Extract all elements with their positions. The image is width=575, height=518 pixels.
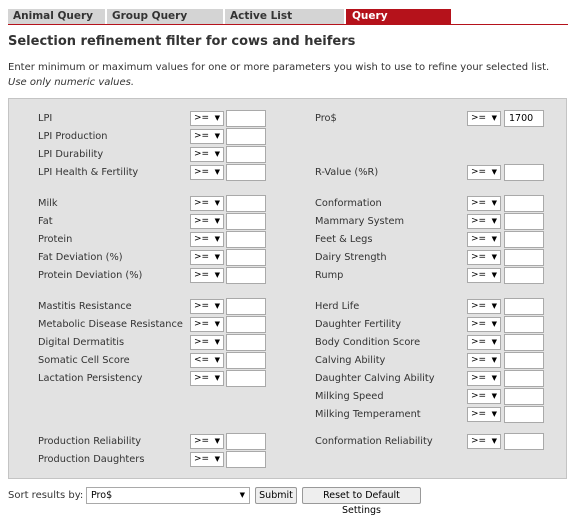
left-field-row — [9, 451, 568, 468]
value-input[interactable] — [504, 406, 544, 423]
chevron-down-icon: ▼ — [491, 168, 497, 176]
operator-value: >= — [471, 319, 487, 329]
chevron-down-icon: ▼ — [214, 437, 220, 445]
chevron-down-icon: ▼ — [491, 271, 497, 279]
operator-value: >= — [194, 252, 210, 262]
operator-value: >= — [471, 409, 487, 419]
operator-value: >= — [194, 270, 210, 280]
chevron-down-icon: ▼ — [491, 320, 497, 328]
chevron-down-icon: ▼ — [491, 235, 497, 243]
tab-underline — [8, 24, 568, 25]
right-field-row — [9, 352, 568, 369]
chevron-down-icon: ▼ — [214, 168, 220, 176]
right-field-row — [9, 370, 568, 387]
left-field-label: Digital Dermatitis — [38, 337, 125, 348]
value-input[interactable] — [226, 146, 266, 163]
chevron-down-icon: ▼ — [214, 253, 220, 261]
right-field-row — [9, 388, 568, 405]
value-input[interactable] — [504, 433, 544, 450]
right-field-label: Milking Speed — [315, 391, 384, 402]
right-field-label: Rump — [315, 270, 344, 281]
right-field-row — [9, 231, 568, 248]
operator-value: >= — [194, 149, 210, 159]
intro-emphasis: Use only numeric values. — [8, 77, 135, 88]
operator-value: >= — [471, 373, 487, 383]
operator-select[interactable] — [467, 196, 501, 211]
operator-select[interactable] — [467, 299, 501, 314]
intro-text — [8, 60, 563, 90]
chevron-down-icon: ▼ — [214, 235, 220, 243]
intro-instructions: Enter minimum or maximum values for one or more parameters you wish to use to refine your selected list. — [8, 62, 550, 73]
value-input[interactable] — [226, 128, 266, 145]
submit-button[interactable]: Submit — [255, 487, 297, 504]
left-field-label: LPI Durability — [38, 149, 104, 160]
sort-label: Sort results by: — [8, 490, 84, 501]
operator-value: >= — [194, 131, 210, 141]
reset-defaults-button[interactable]: Reset to Default Settings — [302, 487, 421, 504]
chevron-down-icon: ▼ — [491, 374, 497, 382]
left-field-row — [9, 146, 568, 163]
right-field-row — [9, 213, 568, 230]
chevron-down-icon: ▼ — [491, 338, 497, 346]
right-field-row — [9, 267, 568, 284]
chevron-down-icon: ▼ — [239, 491, 245, 499]
operator-value: >= — [471, 216, 487, 226]
value-input[interactable] — [226, 451, 266, 468]
operator-value: >= — [471, 252, 487, 262]
left-field-label: LPI Health & Fertility — [38, 167, 139, 178]
right-field-label: Pro$ — [315, 113, 337, 124]
left-field-label: LPI — [38, 113, 53, 124]
chevron-down-icon: ▼ — [491, 114, 497, 122]
operator-value: >= — [194, 234, 210, 244]
value-input[interactable] — [504, 249, 544, 266]
tab-active-list[interactable]: Active List — [225, 9, 345, 24]
value-input[interactable] — [504, 213, 544, 230]
left-field-label: Fat Deviation (%) — [38, 252, 123, 263]
operator-select[interactable] — [467, 111, 501, 126]
value-input[interactable] — [504, 316, 544, 333]
chevron-down-icon: ▼ — [491, 356, 497, 364]
value-input[interactable] — [504, 370, 544, 387]
operator-value: >= — [471, 337, 487, 347]
left-field-label: Fat — [38, 216, 53, 227]
chevron-down-icon: ▼ — [214, 114, 220, 122]
operator-select[interactable] — [467, 407, 501, 422]
chevron-down-icon: ▼ — [214, 217, 220, 225]
right-field-label: Milking Temperament — [315, 409, 421, 420]
operator-value: >= — [471, 270, 487, 280]
value-input[interactable] — [504, 267, 544, 284]
chevron-down-icon: ▼ — [491, 217, 497, 225]
right-field-label: R-Value (%R) — [315, 167, 379, 178]
refinement-panel — [8, 98, 567, 479]
left-field-row — [9, 128, 568, 145]
operator-select[interactable] — [467, 353, 501, 368]
chevron-down-icon: ▼ — [214, 374, 220, 382]
chevron-down-icon: ▼ — [214, 302, 220, 310]
right-field-row — [9, 433, 568, 450]
operator-select[interactable] — [467, 250, 501, 265]
operator-select[interactable] — [467, 214, 501, 229]
operator-value: >= — [471, 198, 487, 208]
sort-selected-value: Pro$ — [91, 490, 113, 501]
operator-value: >= — [471, 355, 487, 365]
sort-select[interactable] — [86, 487, 250, 504]
operator-select[interactable] — [467, 371, 501, 386]
chevron-down-icon: ▼ — [214, 199, 220, 207]
operator-value: >= — [471, 301, 487, 311]
chevron-down-icon: ▼ — [214, 271, 220, 279]
right-field-label: Daughter Calving Ability — [315, 373, 435, 384]
left-field-label: Somatic Cell Score — [38, 355, 130, 366]
right-field-label: Calving Ability — [315, 355, 386, 366]
chevron-down-icon: ▼ — [491, 302, 497, 310]
operator-value: >= — [194, 113, 210, 123]
right-field-label: Dairy Strength — [315, 252, 387, 263]
left-field-label: Production Reliability — [38, 436, 142, 447]
operator-value: >= — [471, 113, 487, 123]
operator-select[interactable] — [190, 452, 224, 467]
chevron-down-icon: ▼ — [214, 150, 220, 158]
operator-value: >= — [194, 337, 210, 347]
value-input[interactable] — [504, 388, 544, 405]
left-field-label: LPI Production — [38, 131, 108, 142]
right-field-label: Herd Life — [315, 301, 360, 312]
chevron-down-icon: ▼ — [491, 392, 497, 400]
operator-value: >= — [471, 167, 487, 177]
right-field-label: Body Condition Score — [315, 337, 421, 348]
right-field-label: Conformation Reliability — [315, 436, 433, 447]
right-field-row — [9, 406, 568, 423]
operator-select[interactable] — [467, 317, 501, 332]
chevron-down-icon: ▼ — [214, 455, 220, 463]
right-field-label: Daughter Fertility — [315, 319, 401, 330]
right-field-row — [9, 110, 568, 127]
left-field-label: Production Daughters — [38, 454, 145, 465]
right-field-label: Mammary System — [315, 216, 405, 227]
operator-value: >= — [194, 216, 210, 226]
operator-select[interactable] — [467, 434, 501, 449]
chevron-down-icon: ▼ — [491, 437, 497, 445]
chevron-down-icon: ▼ — [491, 410, 497, 418]
operator-select[interactable] — [467, 389, 501, 404]
operator-value: >= — [471, 436, 487, 446]
right-field-row — [9, 298, 568, 315]
tab-group-query[interactable]: Group Query — [107, 9, 224, 24]
right-field-row — [9, 316, 568, 333]
operator-value: >= — [194, 454, 210, 464]
left-field-label: Lactation Persistency — [38, 373, 143, 384]
chevron-down-icon: ▼ — [214, 338, 220, 346]
tab-query-refinement[interactable]: Query Refinement — [346, 9, 452, 24]
right-field-row — [9, 195, 568, 212]
chevron-down-icon: ▼ — [491, 253, 497, 261]
right-field-label: Conformation — [315, 198, 382, 209]
value-input[interactable] — [504, 298, 544, 315]
operator-value: >= — [471, 234, 487, 244]
value-input[interactable] — [504, 164, 544, 181]
operator-value: >= — [194, 198, 210, 208]
operator-select[interactable] — [190, 147, 224, 162]
tab-animal-query[interactable]: Animal Query — [8, 9, 106, 24]
operator-select[interactable] — [467, 268, 501, 283]
sort-bar — [8, 487, 568, 516]
value-input[interactable] — [504, 231, 544, 248]
operator-value: >= — [471, 391, 487, 401]
left-field-label: Milk — [38, 198, 58, 209]
chevron-down-icon: ▼ — [491, 199, 497, 207]
chevron-down-icon: ▼ — [214, 320, 220, 328]
operator-value: >= — [194, 436, 210, 446]
operator-value: >= — [194, 373, 210, 383]
right-field-row — [9, 334, 568, 351]
left-field-label: Protein — [38, 234, 73, 245]
tab-bar — [8, 9, 568, 37]
left-field-label: Metabolic Disease Resistance — [38, 319, 183, 330]
left-field-label: Mastitis Resistance — [38, 301, 132, 312]
chevron-down-icon: ▼ — [214, 356, 220, 364]
chevron-down-icon: ▼ — [214, 132, 220, 140]
left-field-label: Protein Deviation (%) — [38, 270, 143, 281]
right-field-row — [9, 164, 568, 181]
value-input[interactable] — [504, 334, 544, 351]
value-input[interactable] — [504, 195, 544, 212]
operator-value: >= — [194, 301, 210, 311]
operator-select[interactable] — [467, 232, 501, 247]
operator-select[interactable] — [467, 335, 501, 350]
value-input[interactable] — [504, 352, 544, 369]
right-field-row — [9, 249, 568, 266]
right-field-label: Feet & Legs — [315, 234, 373, 245]
value-input[interactable]: 1700 — [504, 110, 544, 127]
operator-select[interactable] — [467, 165, 501, 180]
operator-select[interactable] — [190, 129, 224, 144]
operator-value: >= — [194, 167, 210, 177]
operator-value: <= — [194, 355, 210, 365]
page-title: Selection refinement filter for cows and heifers — [8, 34, 356, 49]
operator-value: >= — [194, 319, 210, 329]
